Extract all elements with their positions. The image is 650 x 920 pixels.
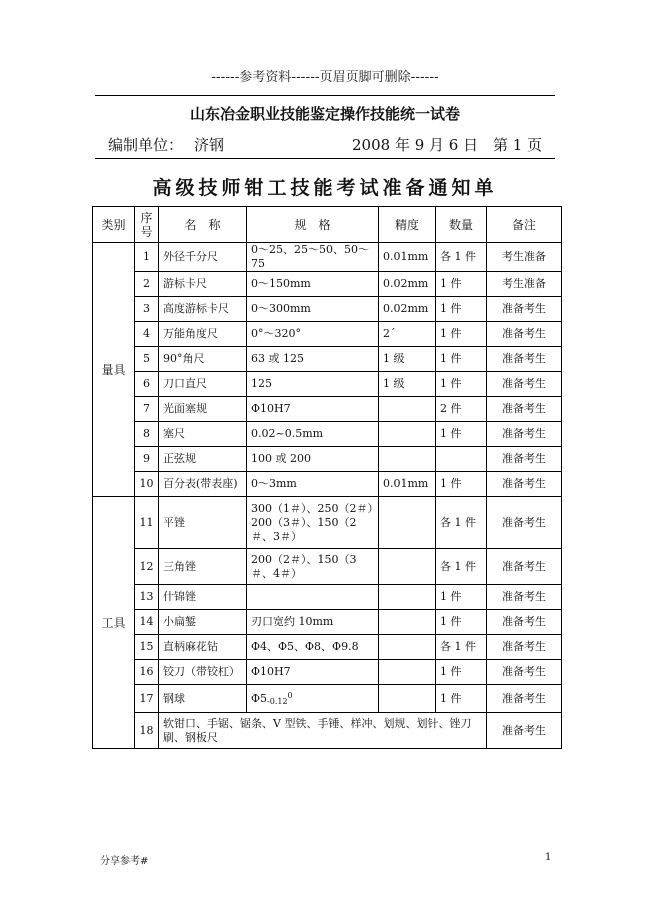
row-name: 小扁錾 (159, 610, 247, 635)
row-spec: 0.02~0.5mm (247, 422, 379, 447)
row-spec: 0～3mm (247, 472, 379, 497)
row-quantity: 各 1 件 (436, 497, 487, 549)
row-precision (379, 397, 436, 422)
row-remark: 准备考生 (487, 635, 562, 660)
row-seq: 7 (135, 397, 159, 422)
row-name: 三角锉 (159, 549, 247, 585)
row-spec: 125 (247, 372, 379, 397)
row-seq: 5 (135, 347, 159, 372)
meta-row (108, 134, 543, 156)
page-number: 第 1 页 (493, 136, 543, 154)
row-remark: 准备考生 (487, 610, 562, 635)
row-remark: 准备考生 (487, 497, 562, 549)
row-precision: 1 级 (379, 347, 436, 372)
row-remark: 考生准备 (487, 243, 562, 272)
table-row (93, 272, 562, 297)
row-seq: 6 (135, 372, 159, 397)
table-row (93, 472, 562, 497)
table-row (93, 243, 562, 272)
table-row (93, 635, 562, 660)
table-row (93, 397, 562, 422)
unit-label: 编制单位： (108, 136, 184, 154)
notice-title: 高级技师钳工技能考试准备通知单 (152, 177, 498, 199)
row-remark: 准备考生 (487, 472, 562, 497)
row-spec: Φ4、Φ5、Φ8、Φ9.8 (247, 635, 379, 660)
category-measuring: 量具 (93, 243, 135, 497)
row-name: 铰刀（带铰杠） (159, 660, 247, 685)
row-quantity: 1 件 (436, 422, 487, 447)
row-remark: 准备考生 (487, 297, 562, 322)
row-precision (379, 497, 436, 549)
meta-rule (95, 158, 555, 159)
row-name: 刀口直尺 (159, 372, 247, 397)
row-name: 什锦锉 (159, 585, 247, 610)
row-seq: 10 (135, 472, 159, 497)
row-spec (247, 685, 379, 713)
row-spec: 300（1＃）、250（2＃）200（3＃）、150（2＃、3＃） (247, 497, 379, 549)
header-quantity: 数量 (436, 207, 487, 243)
row-remark: 准备考生 (487, 322, 562, 347)
header-remark: 备注 (487, 207, 562, 243)
row-spec: Φ10H7 (247, 660, 379, 685)
row-spec: Φ10H7 (247, 397, 379, 422)
header-precision: 精度 (379, 207, 436, 243)
row-quantity: 1 件 (436, 660, 487, 685)
row-quantity: 1 件 (436, 347, 487, 372)
table-row (93, 713, 562, 749)
row-quantity: 1 件 (436, 322, 487, 347)
row-precision: 0.02mm (379, 272, 436, 297)
row-precision: 2´ (379, 322, 436, 347)
row-precision (379, 685, 436, 713)
row-quantity: 1 件 (436, 610, 487, 635)
footer-left: 分享参考# (100, 856, 149, 867)
row-precision (379, 635, 436, 660)
row-seq: 11 (135, 497, 159, 549)
row-quantity: 1 件 (436, 297, 487, 322)
row-seq: 2 (135, 272, 159, 297)
footer-page-number: 1 (545, 852, 552, 863)
equipment-table (92, 206, 562, 749)
row-spec: 0～150mm (247, 272, 379, 297)
row-name: 光面塞规 (159, 397, 247, 422)
row-seq: 12 (135, 549, 159, 585)
row-precision (379, 585, 436, 610)
row-seq: 18 (135, 713, 159, 749)
row-remark: 准备考生 (487, 347, 562, 372)
row-quantity: 1 件 (436, 272, 487, 297)
row-precision (379, 660, 436, 685)
table-row (93, 585, 562, 610)
table-row (93, 372, 562, 397)
header-name: 名 称 (159, 207, 247, 243)
row-spec: 63 或 125 (247, 347, 379, 372)
row-seq: 15 (135, 635, 159, 660)
row-seq: 16 (135, 660, 159, 685)
exam-date: 2008 年 9 月 6 日 (352, 136, 479, 154)
row-quantity: 各 1 件 (436, 635, 487, 660)
table-row (93, 660, 562, 685)
row-quantity: 各 1 件 (436, 243, 487, 272)
unit-value: 济钢 (194, 136, 225, 154)
row-remark: 准备考生 (487, 713, 562, 749)
table-row (93, 422, 562, 447)
row-name: 高度游标卡尺 (159, 297, 247, 322)
row-name: 直柄麻花钻 (159, 635, 247, 660)
row-name: 游标卡尺 (159, 272, 247, 297)
row-remark: 准备考生 (487, 372, 562, 397)
row-precision: 1 级 (379, 372, 436, 397)
spec-main: Φ5 (251, 691, 268, 705)
row-precision (379, 610, 436, 635)
row-seq: 14 (135, 610, 159, 635)
table-row (93, 297, 562, 322)
row-precision (379, 549, 436, 585)
row-name: 百分表(带表座) (159, 472, 247, 497)
row-remark: 准备考生 (487, 422, 562, 447)
table-header-row (93, 207, 562, 243)
row-spec (247, 585, 379, 610)
table-row (93, 610, 562, 635)
row-spec: 0°～320° (247, 322, 379, 347)
row-precision: 0.01mm (379, 243, 436, 272)
row-name: 外径千分尺 (159, 243, 247, 272)
row-quantity: 1 件 (436, 585, 487, 610)
row-remark: 准备考生 (487, 447, 562, 472)
row-remark: 准备考生 (487, 585, 562, 610)
row-quantity: 1 件 (436, 685, 487, 713)
header-category: 类别 (93, 207, 135, 243)
row-seq: 1 (135, 243, 159, 272)
row-name: 塞尺 (159, 422, 247, 447)
table-row (93, 447, 562, 472)
row-quantity: 2 件 (436, 397, 487, 422)
row-quantity: 各 1 件 (436, 549, 487, 585)
table-row (93, 322, 562, 347)
category-tools: 工具 (93, 497, 135, 749)
row-seq: 4 (135, 322, 159, 347)
row-quantity (436, 447, 487, 472)
row-name: 正弦规 (159, 447, 247, 472)
row-remark: 准备考生 (487, 685, 562, 713)
header-seq: 序号 (135, 207, 159, 243)
header-banner: ------参考资料------页眉页脚可删除------ (211, 70, 439, 85)
row-seq: 3 (135, 297, 159, 322)
row-quantity: 1 件 (436, 472, 487, 497)
row-remark: 准备考生 (487, 549, 562, 585)
table-row (93, 347, 562, 372)
row-seq: 13 (135, 585, 159, 610)
table-row (93, 685, 562, 713)
row-spec: 0～300mm (247, 297, 379, 322)
row-spec: 100 或 200 (247, 447, 379, 472)
spec-lower-tolerance: -0.12 (267, 696, 288, 706)
row-name: 钢球 (159, 685, 247, 713)
header-spec: 规 格 (247, 207, 379, 243)
header-rule (95, 95, 555, 96)
exam-title: 山东冶金职业技能鉴定操作技能统一试卷 (189, 105, 460, 123)
row-precision: 0.01mm (379, 472, 436, 497)
row-spec: 刃口宽约 10mm (247, 610, 379, 635)
row-name: 软钳口、手锯、锯条、V 型铁、手锤、样冲、划规、划针、锉刀刷、钢板尺 (159, 713, 487, 749)
row-name: 平锉 (159, 497, 247, 549)
row-quantity: 1 件 (436, 372, 487, 397)
row-precision (379, 422, 436, 447)
row-seq: 17 (135, 685, 159, 713)
row-seq: 8 (135, 422, 159, 447)
row-remark: 准备考生 (487, 660, 562, 685)
row-name: 90°角尺 (159, 347, 247, 372)
row-spec: 0～25、25～50、50～75 (247, 243, 379, 272)
row-remark: 准备考生 (487, 397, 562, 422)
row-seq: 9 (135, 447, 159, 472)
table-row (93, 497, 562, 549)
row-precision (379, 447, 436, 472)
row-name: 万能角度尺 (159, 322, 247, 347)
row-precision: 0.02mm (379, 297, 436, 322)
row-remark: 考生准备 (487, 272, 562, 297)
spec-upper-tolerance: 0 (287, 690, 293, 700)
row-spec: 200（2＃）、150（3＃、4＃） (247, 549, 379, 585)
table-row (93, 549, 562, 585)
